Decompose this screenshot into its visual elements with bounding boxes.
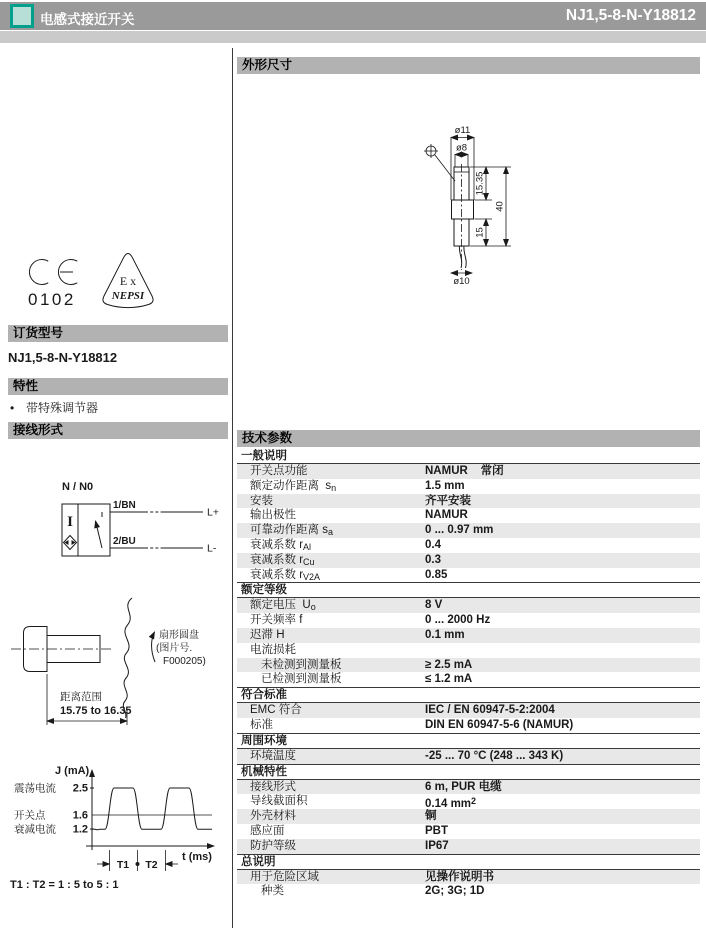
spec-value	[425, 553, 700, 568]
spec-label-text: 用于危险区域	[250, 870, 319, 883]
spec-label-text: 开关频率 f	[250, 614, 303, 627]
spec-value-text: 1.5 mm	[425, 479, 465, 492]
spec-value-text: NAMUR	[425, 509, 468, 522]
spec-value-text: 见操作说明书	[425, 870, 494, 883]
spec-label-text: 已检测到测量板	[261, 673, 342, 686]
spec-label	[237, 718, 425, 733]
spec-value	[425, 809, 700, 824]
spec-label	[237, 643, 425, 658]
spec-row	[237, 839, 700, 854]
spec-label	[237, 628, 425, 643]
spec-value	[425, 884, 700, 899]
spec-value-text: 齐平安装	[425, 494, 471, 507]
spec-value-text: -25 ... 70 °C (248 ... 343 K)	[425, 749, 564, 762]
dim-dia-inner: ø8	[455, 142, 468, 154]
t1-label: T1	[116, 859, 130, 871]
spec-label-subscript: Al	[303, 541, 312, 552]
spec-value-text: 6 m, PUR 电缆	[425, 780, 502, 793]
spec-value	[425, 643, 700, 658]
spec-row	[237, 718, 700, 733]
tech-table-section	[237, 764, 700, 854]
wiring-mode-label: N / N0	[62, 481, 94, 493]
spec-label	[237, 658, 425, 673]
spec-value-text: 0.85	[425, 568, 448, 581]
spec-label	[237, 508, 425, 523]
spec-row	[237, 643, 700, 658]
spec-row	[237, 479, 700, 494]
spec-value	[425, 703, 700, 718]
spec-label-subscript: Cu	[303, 556, 315, 567]
tech-table-section-title: 一般说明	[237, 449, 700, 464]
tech-table-section-title: 周围环境	[237, 734, 700, 749]
wiring-diagram	[55, 478, 225, 568]
graph-label-low: 衰减电流	[14, 823, 56, 836]
spec-row	[237, 809, 700, 824]
spec-value	[425, 508, 700, 523]
spec-label-text: 感应面	[250, 824, 285, 837]
dim-len-active: 15.35	[474, 171, 486, 196]
cable	[459, 246, 461, 268]
spec-label	[237, 613, 425, 628]
spec-label-text: 接线形式	[250, 780, 296, 793]
disk-ref1-label: (图片号.	[156, 643, 193, 654]
spec-label	[237, 794, 425, 809]
spec-value	[425, 538, 700, 553]
ce-number: 0102	[28, 290, 76, 309]
spec-value-text: 0.3	[425, 553, 441, 566]
tick-mid: 1.6	[72, 809, 88, 822]
graph-label-high: 震荡电流	[14, 782, 56, 795]
terminal-neg-label: L-	[207, 542, 217, 555]
spec-value-text: 2G; 3G; 1D	[425, 885, 485, 898]
bullet-icon: •	[10, 401, 15, 415]
spec-row	[237, 508, 700, 523]
terminal-pos-label: L+	[207, 506, 219, 519]
ex-label: E x	[119, 274, 137, 288]
spec-label	[237, 523, 425, 538]
spec-value-text: ≥ 2.5 mA	[425, 658, 473, 671]
spec-value	[425, 568, 700, 583]
spec-label-text: 衰减系数 r	[250, 568, 304, 581]
header-bar	[0, 2, 706, 30]
tech-table-section	[237, 854, 700, 900]
spec-label-text: 电流损耗	[250, 643, 296, 656]
range-value: 15.75 to 16.35	[60, 705, 132, 717]
spec-row	[237, 613, 700, 628]
column-divider	[232, 48, 233, 928]
spec-label	[237, 870, 425, 885]
current-waveform	[92, 788, 212, 830]
spec-label-text: 衰减系数 r	[250, 538, 304, 551]
spec-value	[425, 672, 700, 687]
wire-pos-label: 1/BN	[113, 500, 136, 511]
spec-value	[425, 464, 700, 479]
spec-label	[237, 672, 425, 687]
spec-label	[237, 479, 425, 494]
rotation-arrow-icon	[152, 632, 155, 662]
spec-label-text: 标准	[250, 718, 273, 731]
spec-label-text: 输出极性	[250, 509, 296, 522]
spec-label-text: 外壳材料	[250, 810, 296, 823]
tech-table-section-title: 总说明	[237, 855, 700, 870]
feature-text: 带特殊调节器	[26, 401, 99, 415]
spec-label-subscript: n	[331, 482, 337, 493]
spec-label-text: 环境温度	[250, 749, 296, 762]
section-features: 特性	[8, 378, 228, 395]
spec-label	[237, 884, 425, 899]
tech-table-section-title: 符合标准	[237, 688, 700, 703]
dimension-drawing	[398, 122, 598, 302]
spec-label-text: 开关点功能	[250, 465, 308, 477]
spec-label	[237, 494, 425, 509]
spec-row	[237, 884, 700, 899]
spec-value	[425, 794, 700, 809]
spec-value-text: ≤ 1.2 mA	[425, 673, 473, 686]
nepsi-label: NEPSI	[111, 290, 145, 302]
spec-label-subscript: a	[327, 527, 333, 538]
spec-value-text: 0.1 mm	[425, 628, 465, 641]
dim-dia-cable: ø10	[453, 276, 470, 287]
tech-table-section	[237, 687, 700, 733]
spec-row	[237, 628, 700, 643]
spec-value-text: 0.4	[425, 538, 441, 551]
model-number-header: NJ1,5-8-N-Y18812	[565, 7, 696, 24]
spec-value-text: NAMUR 常闭	[425, 465, 504, 477]
spec-row	[237, 568, 700, 583]
spec-value	[425, 628, 700, 643]
output-type-symbol: I	[67, 514, 73, 530]
spec-value-text: 8 V	[425, 599, 443, 612]
spec-value-superscript: 2	[471, 796, 477, 807]
ex-nepsi-logo	[96, 250, 160, 312]
dim-len-lower: 15	[474, 227, 486, 238]
order-number-value: NJ1,5-8-N-Y18812	[8, 350, 118, 365]
tech-table-section-title: 机械特性	[237, 765, 700, 780]
graph-label-mid: 开关点	[14, 809, 46, 822]
spec-row	[237, 703, 700, 718]
spec-label	[237, 824, 425, 839]
tech-table	[237, 449, 700, 899]
distance-diagram	[8, 598, 226, 733]
spec-label	[237, 703, 425, 718]
spec-value	[425, 749, 700, 764]
range-label: 距离范围	[60, 691, 102, 703]
spec-row	[237, 824, 700, 839]
spec-row	[237, 553, 700, 568]
spec-value-text: IEC / EN 60947-5-2:2004	[425, 704, 555, 717]
feature-item	[10, 399, 98, 416]
t2-label: T2	[145, 859, 158, 871]
spec-value	[425, 870, 700, 885]
spec-value-text: PBT	[425, 824, 448, 837]
spec-row	[237, 523, 700, 538]
spec-row	[237, 598, 700, 613]
spec-label	[237, 839, 425, 854]
x-axis-label: t (ms)	[182, 851, 212, 863]
spec-label	[237, 553, 425, 568]
spec-label-text: 迟滞 H	[250, 628, 285, 641]
spec-value	[425, 839, 700, 854]
spec-value	[425, 494, 700, 509]
spec-value-text: 0 ... 0.97 mm	[425, 524, 494, 537]
spec-value	[425, 523, 700, 538]
spec-label-text: 额定电压 U	[250, 599, 311, 612]
spec-label-text: 导线截面积	[250, 795, 308, 808]
header-substrip	[0, 31, 706, 43]
spec-label	[237, 538, 425, 553]
tech-table-section	[237, 733, 700, 764]
tech-table-section-title: 额定等级	[237, 583, 700, 598]
spec-value-text: IP67	[425, 839, 449, 852]
disk-name-label: 扇形圆盘	[159, 630, 199, 641]
spec-row	[237, 780, 700, 795]
spec-label-subscript: V2A	[303, 571, 321, 582]
spec-value	[425, 718, 700, 733]
spec-value	[425, 613, 700, 628]
spec-row	[237, 494, 700, 509]
spec-label	[237, 598, 425, 613]
spec-value	[425, 824, 700, 839]
spec-label	[237, 809, 425, 824]
spec-value-text: 0.14 mm	[425, 798, 472, 810]
disk-edge	[123, 598, 132, 718]
page-title: 电感式接近开关	[40, 12, 135, 27]
section-order-number: 订货型号	[8, 325, 228, 342]
spec-value	[425, 479, 700, 494]
spec-label-text: 可靠动作距离 s	[250, 524, 328, 537]
spec-row	[237, 672, 700, 687]
spec-label-text: 种类	[261, 885, 284, 898]
graph-caption: T1 : T2 = 1 : 5 to 5 : 1	[10, 879, 119, 891]
spec-row	[237, 464, 700, 479]
tech-table-section	[237, 582, 700, 687]
spec-value-text: 0 ... 2000 Hz	[425, 614, 491, 627]
spec-value-text: DIN EN 60947-5-6 (NAMUR)	[425, 718, 574, 731]
disk-ref2-label: F000205)	[163, 656, 206, 667]
spec-value	[425, 658, 700, 673]
spec-row	[237, 749, 700, 764]
dim-dia-outer: ø11	[454, 125, 471, 136]
tech-table-section	[237, 449, 700, 582]
spec-label	[237, 749, 425, 764]
dim-len-total: 40	[494, 201, 506, 212]
spec-label	[237, 780, 425, 795]
spec-value	[425, 780, 700, 795]
spec-row	[237, 870, 700, 885]
pulse-graph	[8, 760, 223, 878]
section-dimensions: 外形尺寸	[237, 57, 700, 74]
spec-row	[237, 794, 700, 809]
spec-label	[237, 464, 425, 479]
spec-value	[425, 598, 700, 613]
spec-row	[237, 538, 700, 553]
spec-label-text: 防护等级	[250, 839, 296, 852]
spec-label-subscript: o	[310, 602, 316, 613]
section-technical-data: 技术参数	[237, 430, 700, 447]
section-connection: 接线形式	[8, 422, 228, 439]
spec-row	[237, 658, 700, 673]
spec-label-text: EMC 符合	[250, 704, 302, 717]
tick-low: 1.2	[72, 823, 88, 836]
tick-high: 2.5	[72, 782, 88, 795]
spec-label-text: 未检测到测量板	[261, 658, 342, 671]
ce-mark-logo	[26, 256, 104, 308]
spec-label	[237, 568, 425, 583]
spec-label-text: 衰减系数 r	[250, 553, 304, 566]
spec-label-text: 安装	[250, 494, 273, 507]
brand-square-icon	[10, 4, 34, 28]
spec-value-text: 铜	[425, 810, 437, 823]
wire-neg-label: 2/BU	[113, 536, 136, 547]
spec-label-text: 额定动作距离 s	[250, 479, 332, 492]
y-axis-label: J (mA)	[55, 765, 90, 777]
